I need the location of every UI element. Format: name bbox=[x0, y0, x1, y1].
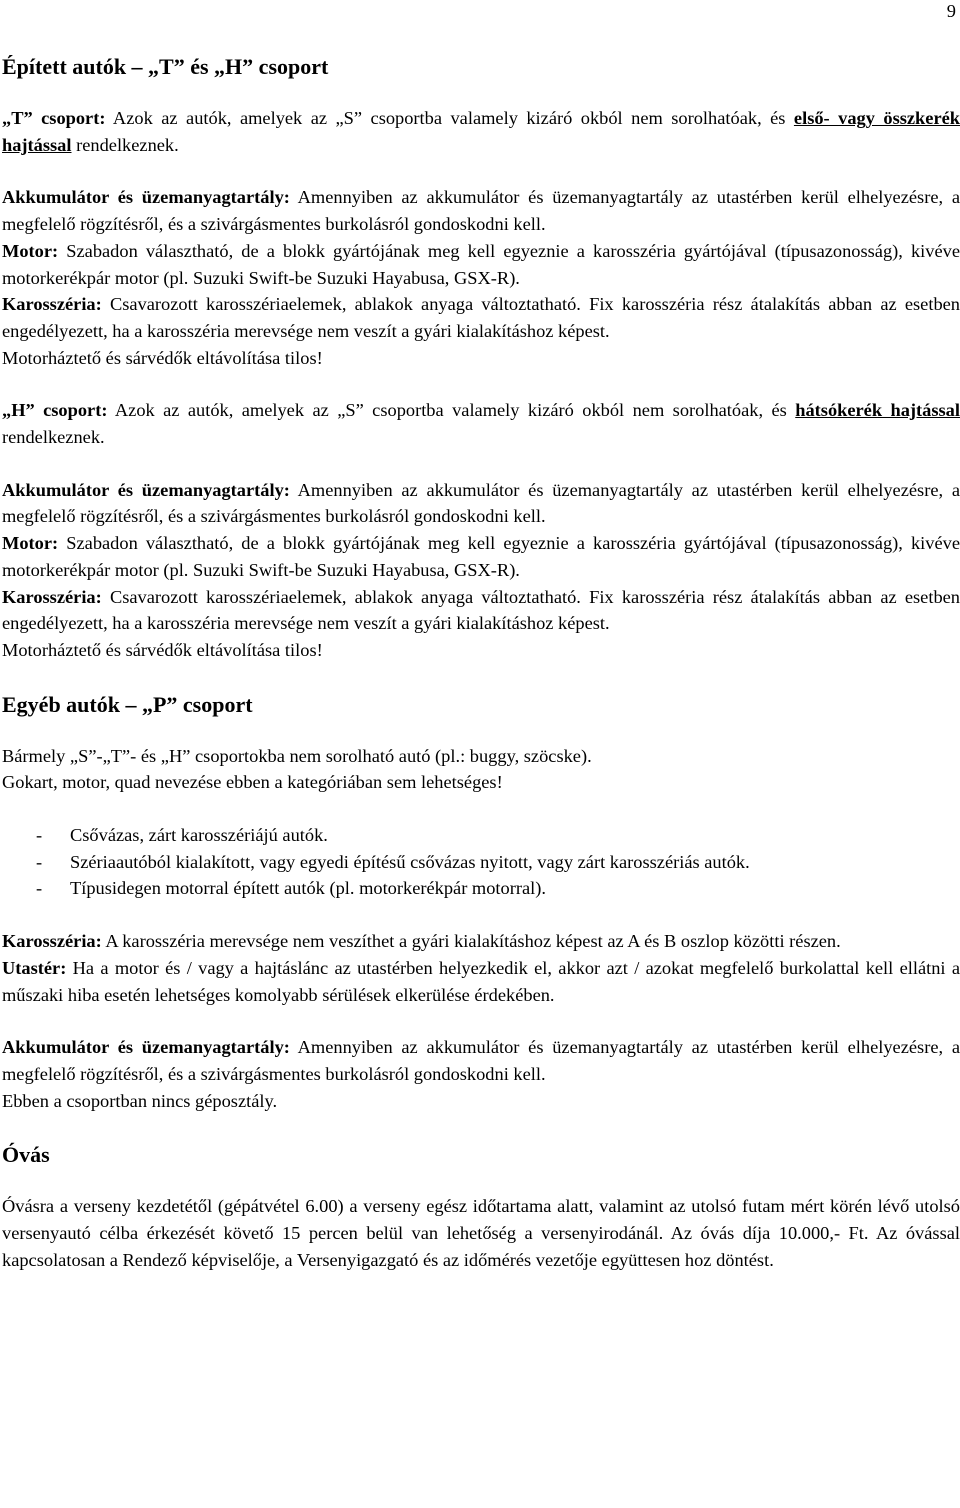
list-item-text: Csővázas, zárt karosszériájú autók. bbox=[70, 825, 328, 846]
p-akku-text: Amennyiben az akkumulátor és üzemanyagtartály az utastérben kerül elhelyezésre, a megfelelő rögzítésről, és a szivárgásmentes burkolásról gondoskodni kell. bbox=[2, 1037, 960, 1084]
t-group-hood-rule: Motorháztető és sárvédők eltávolítása tilos! bbox=[2, 347, 323, 368]
h-akku-label: Akkumulátor és üzemanyagtartály: bbox=[2, 479, 290, 500]
h-group-drive-type: hátsókerék hajtással bbox=[795, 400, 960, 421]
section-heading-ovas: Óvás bbox=[2, 1142, 50, 1168]
p-group-body-rule bbox=[2, 928, 960, 955]
list-item-text: Típusidegen motorral épített autók (pl. motorkerékpár motorral). bbox=[70, 878, 546, 899]
t-group-text-b: rendelkeznek. bbox=[71, 134, 179, 155]
t-group-battery-rule bbox=[2, 184, 960, 237]
h-group-motor-rule bbox=[2, 530, 960, 583]
page-number: 9 bbox=[946, 1, 956, 21]
section-heading-p: Egyéb autók – „P” csoport bbox=[2, 691, 253, 717]
dash-bullet: - bbox=[36, 825, 43, 846]
section-heading-t-h: Épített autók – „T” és „H” csoport bbox=[2, 54, 329, 79]
t-group-label: „T” csoport: bbox=[2, 108, 106, 128]
h-group-definition bbox=[2, 397, 960, 450]
p-group-intro-2: Gokart, motor, quad nevezése ebben a kategóriában sem lehetséges! bbox=[2, 772, 503, 793]
list-item bbox=[2, 849, 960, 876]
h-motor-text: Szabadon választható, de a blokk gyártójának meg kell egyeznie a karosszéria gyártójával (típusazonosság), kivéve motorkerékpár motor (pl. Suzuki Swift-be Suzuki Hayabusa, GSX-R). bbox=[2, 533, 960, 580]
t-karo-label: Karosszéria: bbox=[2, 294, 102, 315]
p-group-cabin-rule bbox=[2, 955, 960, 1008]
p-group-list bbox=[2, 822, 960, 902]
p-group-battery-rule bbox=[2, 1034, 960, 1087]
h-motor-label: Motor: bbox=[2, 533, 59, 554]
protest-rule: Óvásra a verseny kezdetétől (gépátvétel 6.00) a verseny egész időtartama alatt, valamint az utolsó futam mért körén lévő utolsó versenyautó célba érkezését követő 15 percen belül van lehetőség a versenyirodánál. Az óvás díja 10.000,- Ft. Az óvással kapcsolatosan a Rendező képviselője, a Versenyigazgató és az időmérés vezetője együttesen hoz döntést. bbox=[2, 1196, 960, 1270]
p-akku-label: Akkumulátor és üzemanyagtartály: bbox=[2, 1037, 290, 1058]
p-karo-text: A karosszéria merevsége nem veszíthet a gyári kialakításhoz képest az A és B oszlop közötti részen. bbox=[101, 931, 841, 952]
t-akku-label: Akkumulátor és üzemanyagtartály: bbox=[2, 187, 290, 208]
t-group-definition bbox=[2, 105, 960, 158]
h-group-hood-rule: Motorháztető és sárvédők eltávolítása tilos! bbox=[2, 639, 323, 660]
h-group-text-a: Azok az autók, amelyek az „S” csoportba valamely kizáró okból nem sorolhatóak, és bbox=[107, 400, 796, 421]
p-group-class-note: Ebben a csoportban nincs géposztály. bbox=[2, 1090, 278, 1111]
dash-bullet: - bbox=[36, 851, 43, 872]
h-akku-text: Amennyiben az akkumulátor és üzemanyagtartály az utastérben kerül elhelyezésre, a megfelelő rögzítésről, és a szivárgásmentes burkolásról gondoskodni kell. bbox=[2, 479, 960, 527]
t-group-motor-rule bbox=[2, 238, 960, 291]
list-item bbox=[2, 875, 960, 902]
list-item-text: Szériaautóból kialakított, vagy egyedi építésű csővázas nyitott, vagy zárt karosszériás autók. bbox=[70, 851, 750, 872]
t-motor-label: Motor: bbox=[2, 240, 59, 261]
h-group-body-rule bbox=[2, 584, 960, 637]
p-utas-label: Utastér: bbox=[2, 957, 67, 978]
h-group-label: „H” csoport: bbox=[2, 400, 108, 421]
h-group-text-b: rendelkeznek. bbox=[2, 427, 105, 448]
p-karo-label: Karosszéria: bbox=[2, 931, 102, 952]
dash-bullet: - bbox=[36, 878, 43, 899]
h-karo-label: Karosszéria: bbox=[2, 586, 102, 607]
list-item bbox=[2, 822, 960, 849]
h-karo-text: Csavarozott karosszériaelemek, ablakok anyaga változtatható. Fix karosszéria rész átalakítás abban az esetben engedélyezett, ha a karosszéria merevsége nem veszít a gyári kialakításhoz képest. bbox=[2, 586, 960, 634]
p-group-intro-1: Bármely „S”-„T”- és „H” csoportokba nem sorolható autó (pl.: buggy, szöcske). bbox=[2, 745, 592, 766]
t-group-drive-type: első- vagy összkerék hajtással bbox=[2, 108, 960, 155]
t-karo-text: Csavarozott karosszériaelemek, ablakok anyaga változtatható. Fix karosszéria rész átalakítás abban az esetben engedélyezett, ha a karosszéria merevsége nem veszít a gyári kialakításhoz képest. bbox=[2, 294, 960, 341]
h-group-battery-rule bbox=[2, 477, 960, 530]
t-motor-text: Szabadon választható, de a blokk gyártójának meg kell egyeznie a karosszéria gyártójával (típusazonosság), kivéve motorkerékpár motor (pl. Suzuki Swift-be Suzuki Hayabusa, GSX-R). bbox=[2, 240, 960, 288]
p-utas-text: Ha a motor és / vagy a hajtáslánc az utastérben helyezkedik el, akkor azt / azokat megfelelő burkolattal kell ellátni a műszaki hiba esetén lehetséges komolyabb sérülések elkerülése érdekében. bbox=[2, 957, 960, 1005]
t-akku-text: Amennyiben az akkumulátor és üzemanyagtartály az utastérben kerül elhelyezésre, a megfelelő rögzítésről, és a szivárgásmentes burkolásról gondoskodni kell. bbox=[2, 187, 960, 235]
t-group-text-a: Azok az autók, amelyek az „S” csoportba valamely kizáró okból nem sorolhatóak, és bbox=[105, 108, 794, 128]
document-body bbox=[2, 52, 960, 1274]
t-group-body-rule bbox=[2, 291, 960, 344]
